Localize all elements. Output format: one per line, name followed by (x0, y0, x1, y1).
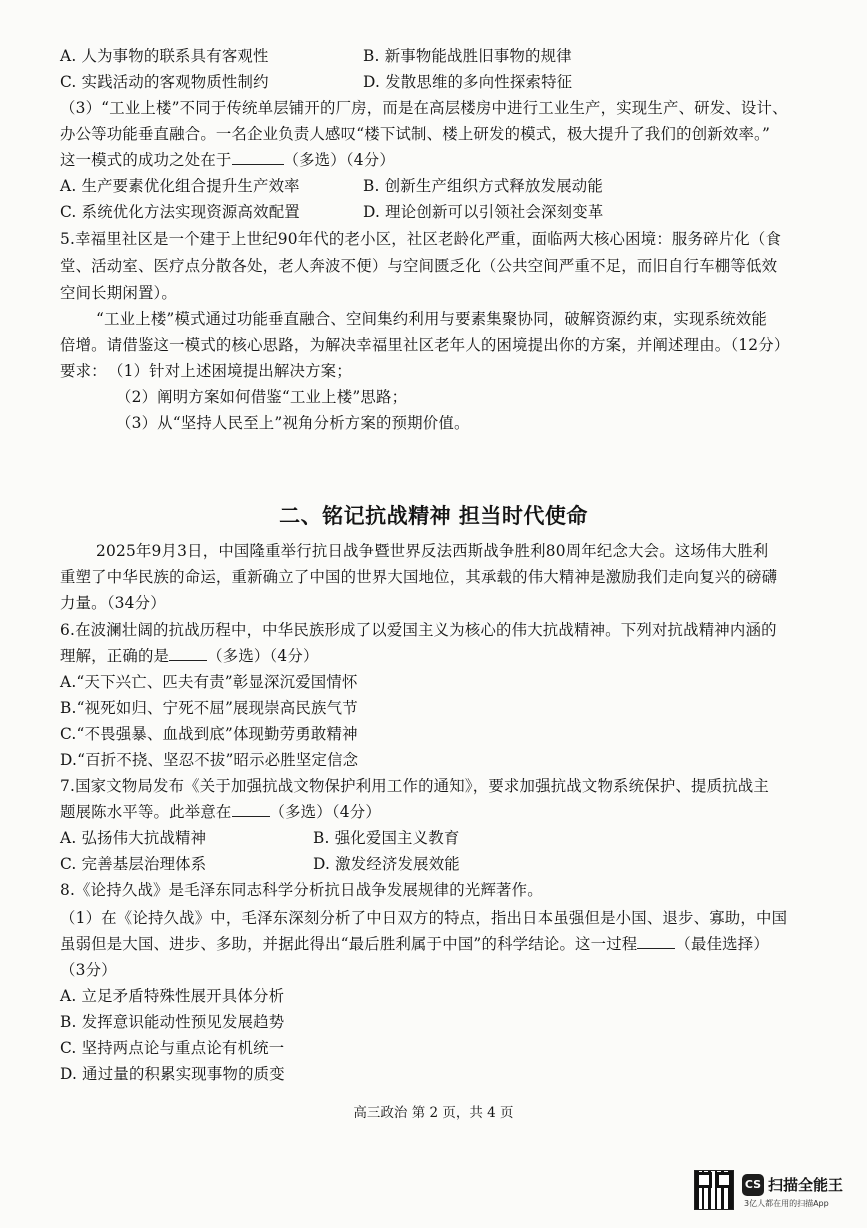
q7-option-c: C. 完善基层治理体系 (60, 855, 207, 873)
answer-blank (232, 802, 270, 817)
q8-option-a: A. 立足矛盾特殊性展开具体分析 (60, 987, 285, 1005)
section-intro-line1: 2025年9月3日，中国隆重举行抗日战争暨世界反法西斯战争胜利80周年纪念大会。这场伟大胜利 (96, 542, 769, 560)
q4-3-stem-prefix: 这一模式的成功之处在于 (60, 151, 232, 169)
q5-requirement-label: 要求： (60, 362, 107, 380)
q8-option-c: C. 坚持两点论与重点论有机统一 (60, 1039, 285, 1057)
q8-stem-suffix: （最佳选择） (675, 935, 769, 953)
q6-option-a: A.“天下兴亡、匹夫有责”彰显深沉爱国情怀 (60, 673, 358, 691)
watermark-app-name: 扫描全能王 (768, 1176, 844, 1194)
q8-option-b: B. 发挥意识能动性预见发展趋势 (60, 1013, 285, 1031)
q6-option-d: D.“百折不挠、坚忍不拔”昭示必胜坚定信念 (60, 751, 359, 769)
q4-2-option-c: C. 实践活动的客观物质性制约 (60, 73, 269, 91)
q7-line1: 7.国家文物局发布《关于加强抗战文物保护利用工作的通知》，要求加强抗战文物系统保护、提质抗战主 (60, 777, 769, 795)
camscanner-logo-icon: CS (742, 1174, 764, 1196)
q7-option-b: B. 强化爱国主义教育 (313, 829, 460, 847)
q5-line4: “工业上楼”模式通过功能垂直融合、空间集约利用与要素集聚协同，破解资源约束，实现系统效能 (96, 310, 767, 328)
q8-line1: 8.《论持久战》是毛泽东同志科学分析抗日战争发展规律的光辉著作。 (60, 881, 543, 899)
q7-stem-suffix: （多选）（4分） (269, 803, 381, 821)
q8-option-d: D. 通过量的积累实现事物的质变 (60, 1065, 285, 1083)
q6-option-c: C.“不畏强暴、血战到底”体现勤劳勇敢精神 (60, 725, 358, 743)
q4-3-stem-line2: 办公等功能垂直融合。一名企业负责人感叹“楼下试制、楼上研发的模式，极大提升了我们的创新效率。” (60, 125, 771, 143)
q4-3-option-c: C. 系统优化方法实现资源高效配置 (60, 203, 300, 221)
q4-2-option-b: B. 新事物能战胜旧事物的规律 (363, 47, 572, 65)
q6-line2 (60, 646, 319, 666)
q5-line1: 5.幸福里社区是一个建于上世纪90年代的老小区，社区老龄化严重，面临两大核心困境：服务碎片化（食 (60, 230, 782, 248)
q5-line5: 倍增。请借鉴这一模式的核心思路，为解决幸福里社区老年人的困境提出你的方案，并阐述理由。（12分） (60, 336, 790, 354)
q5-line3: 空间长期闲置）。 (60, 284, 178, 302)
section-intro-line3: 力量。（34分） (60, 594, 166, 612)
q6-stem-prefix: 理解，正确的是 (60, 647, 170, 665)
answer-blank (637, 934, 675, 949)
watermark-tagline: 3亿人都在用的扫描App (744, 1199, 829, 1208)
section-title: 二、铭记抗战精神 担当时代使命 (279, 504, 588, 528)
q8-line4: （3分） (60, 961, 117, 979)
q4-2-option-a: A. 人为事物的联系具有客观性 (60, 47, 269, 65)
q4-3-stem-line3 (60, 150, 395, 170)
q5-line2: 堂、活动室、医疗点分散各处，老人奔波不便）与空间匮乏化（公共空间严重不足，而旧自行车棚等低效 (60, 257, 778, 275)
q4-3-option-b: B. 创新生产组织方式释放发展动能 (363, 177, 603, 195)
qr-code-icon (694, 1170, 734, 1210)
q5-requirement-3: （3）从“坚持人民至上”视角分析方案的预期价值。 (116, 414, 470, 432)
answer-blank (169, 646, 207, 661)
q4-3-stem-suffix: （多选）（4分） (283, 151, 395, 169)
q8-line2: （1）在《论持久战》中，毛泽东深刻分析了中日双方的特点，指出日本虽强但是小国、退步、寡助，中国 (60, 909, 788, 927)
q6-stem-suffix: （多选）（4分） (207, 647, 319, 665)
q8-line3 (60, 934, 769, 954)
q7-line2 (60, 802, 381, 822)
scanner-watermark (694, 1170, 854, 1214)
q6-option-b: B.“视死如归、宁死不屈”展现崇高民族气节 (60, 699, 358, 717)
q6-line1: 6.在波澜壮阔的抗战历程中，中华民族形成了以爱国主义为核心的伟大抗战精神。下列对抗战精神内涵的 (60, 621, 777, 639)
q5-requirement-2: （2）阐明方案如何借鉴“工业上楼”思路； (116, 388, 408, 406)
q5-requirement-1: （1）针对上述困境提出解决方案； (108, 362, 352, 380)
page-footer: 高三政治 第 2 页，共 4 页 (353, 1105, 514, 1121)
q7-option-a: A. 弘扬伟大抗战精神 (60, 829, 207, 847)
q4-3-stem-line1: （3）“工业上楼”不同于传统单层铺开的厂房，而是在高层楼房中进行工业生产，实现生产、研发、设计、 (60, 99, 788, 117)
q4-3-option-d: D. 理论创新可以引领社会深刻变革 (363, 203, 604, 221)
q8-stem-prefix: 虽弱但是大国、进步、多助，并据此得出“最后胜利属于中国”的科学结论。这一过程 (60, 935, 638, 953)
answer-blank (232, 150, 284, 165)
q7-stem-prefix: 题展陈水平等。此举意在 (60, 803, 232, 821)
q4-3-option-a: A. 生产要素优化组合提升生产效率 (60, 177, 300, 195)
q7-option-d: D. 激发经济发展效能 (313, 855, 460, 873)
section-intro-line2: 重塑了中华民族的命运，重新确立了中国的世界大国地位，其承载的伟大精神是激励我们走向复兴的磅礴 (60, 568, 778, 586)
q4-2-option-d: D. 发散思维的多向性探索特征 (363, 73, 573, 91)
